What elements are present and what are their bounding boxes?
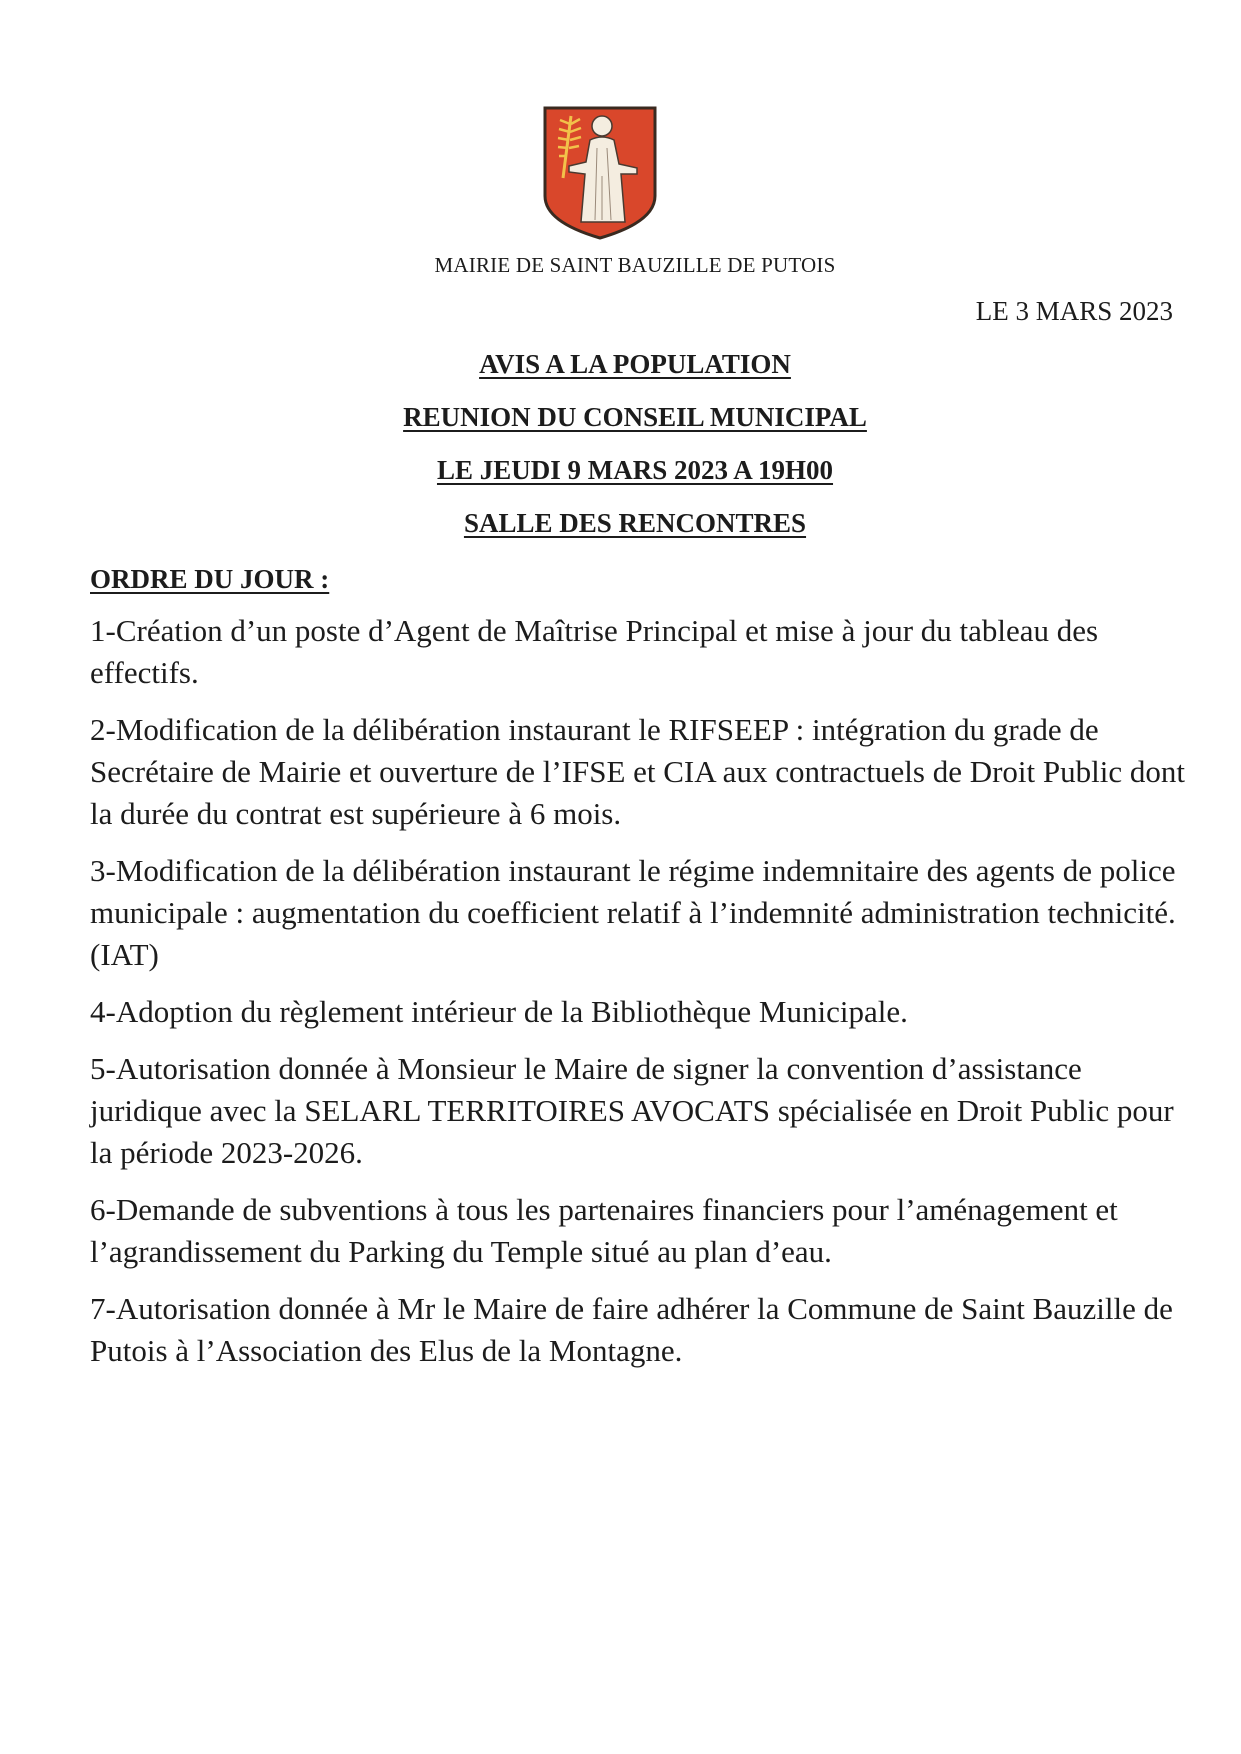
title-reunion: REUNION DU CONSEIL MUNICIPAL (403, 402, 867, 432)
agenda-item: 3-Modification de la délibération instaurant le régime indemnitaire des agents de police municipale : augmentation du coefficient relatif à l’indemnité administration technicité. (IAT) (90, 853, 1176, 972)
agenda-item: 1-Création d’un poste d’Agent de Maîtrise Principal et mise à jour du tableau des effectifs. (90, 613, 1099, 690)
coat-of-arms-icon (541, 104, 659, 242)
ordre-du-jour-heading: ORDRE DU JOUR : (90, 564, 330, 594)
title-salle: SALLE DES RENCONTRES (463, 508, 807, 538)
document-date: LE 3 MARS 2023 (975, 296, 1173, 326)
title-date-heure: LE JEUDI 9 MARS 2023 A 19H00 (436, 455, 834, 485)
agenda-item: 4-Adoption du règlement intérieur de la Bibliothèque Municipale. (90, 994, 908, 1029)
agenda-item: 7-Autorisation donnée à Mr le Maire de faire adhérer la Commune de Saint Bauzille de Putois à l’Association des Elus de la Montagne. (90, 1291, 1173, 1368)
mairie-name: MAIRIE DE SAINT BAUZILLE DE PUTOIS (434, 253, 836, 277)
agenda-item: 6-Demande de subventions à tous les partenaires financiers pour l’aménagement et l’agrandissement du Parking du Temple situé au plan d’eau. (90, 1192, 1118, 1269)
agenda-item: 2-Modification de la délibération instaurant le RIFSEEP : intégration du grade de Secrétaire de Mairie et ouverture de l’IFSE et CIA aux contractuels de Droit Public dont la durée du contrat est supérieure à 6 mois. (90, 712, 1185, 831)
title-avis: AVIS A LA POPULATION (479, 349, 791, 379)
agenda-item: 5-Autorisation donnée à Monsieur le Maire de signer la convention d’assistance juridique avec la SELARL TERRITOIRES AVOCATS spécialisée en Droit Public pour la période 2023-2026. (90, 1051, 1174, 1170)
agenda-list (90, 610, 1190, 1387)
